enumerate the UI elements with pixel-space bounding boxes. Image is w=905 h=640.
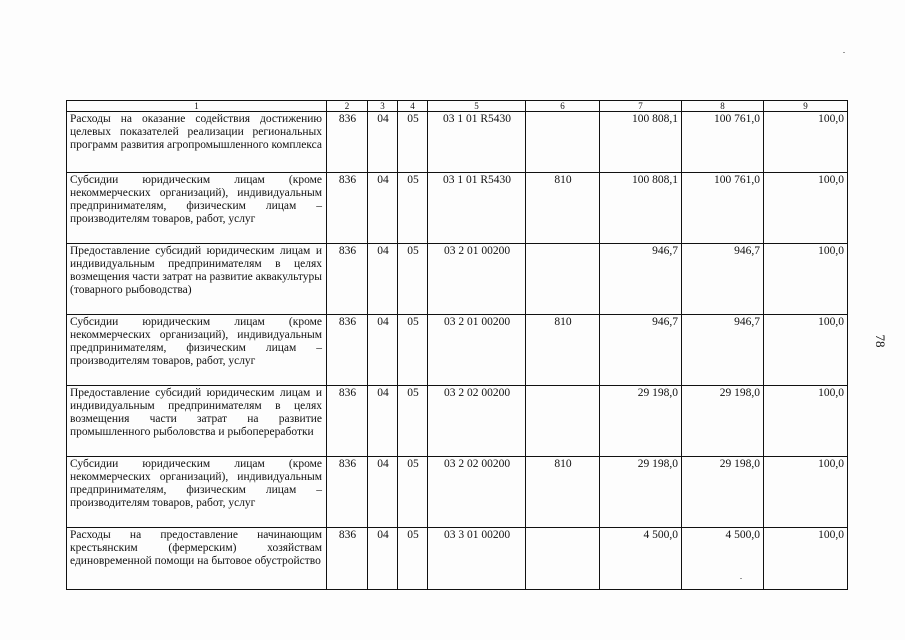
row-fact: 100 761,0 bbox=[682, 173, 764, 244]
row-section: 04 bbox=[368, 112, 398, 173]
row-subsection: 05 bbox=[398, 528, 428, 590]
row-subsection: 05 bbox=[398, 244, 428, 315]
table-row bbox=[67, 528, 848, 590]
row-name: Субсидии юридическим лицам (кроме некоммерческих организаций), индивидуальным предпринимателям, физическим лицам – производителям товаров, работ, услуг bbox=[67, 457, 327, 528]
header-col-4: 4 bbox=[398, 101, 428, 112]
budget-table bbox=[66, 100, 848, 590]
row-name: Предоставление субсидий юридическим лицам и индивидуальным предпринимателям в целях возмещения части затрат на развитие аквакультуры (товарного рыбоводства) bbox=[67, 244, 327, 315]
row-section: 04 bbox=[368, 457, 398, 528]
row-section: 04 bbox=[368, 173, 398, 244]
row-code: 836 bbox=[327, 457, 368, 528]
row-target: 03 2 02 00200 bbox=[428, 457, 526, 528]
row-plan: 4 500,0 bbox=[600, 528, 682, 590]
row-section: 04 bbox=[368, 315, 398, 386]
row-percent: 100,0 bbox=[764, 315, 848, 386]
header-col-5: 5 bbox=[428, 101, 526, 112]
row-subsection: 05 bbox=[398, 315, 428, 386]
table-row bbox=[67, 315, 848, 386]
row-subsection: 05 bbox=[398, 173, 428, 244]
header-col-7: 7 bbox=[600, 101, 682, 112]
row-name: Расходы на предоставление начинающим крестьянским (фермерским) хозяйствам единовременной помощи на бытовое обустройство bbox=[67, 528, 327, 590]
row-code: 836 bbox=[327, 112, 368, 173]
table-row bbox=[67, 457, 848, 528]
row-expense-type bbox=[526, 112, 600, 173]
row-percent: 100,0 bbox=[764, 457, 848, 528]
row-percent: 100,0 bbox=[764, 528, 848, 590]
row-target: 03 2 02 00200 bbox=[428, 386, 526, 457]
row-code: 836 bbox=[327, 244, 368, 315]
table-row bbox=[67, 173, 848, 244]
row-subsection: 05 bbox=[398, 457, 428, 528]
row-plan: 100 808,1 bbox=[600, 173, 682, 244]
row-target: 03 2 01 00200 bbox=[428, 315, 526, 386]
row-code: 836 bbox=[327, 386, 368, 457]
table-header-row bbox=[67, 101, 848, 112]
row-name: Субсидии юридическим лицам (кроме некоммерческих организаций), индивидуальным предпринимателям, физическим лицам – производителям товаров, работ, услуг bbox=[67, 173, 327, 244]
row-expense-type bbox=[526, 528, 600, 590]
row-plan: 29 198,0 bbox=[600, 457, 682, 528]
page-number: 78 bbox=[873, 334, 888, 348]
scan-speck bbox=[843, 52, 845, 53]
row-fact: 100 761,0 bbox=[682, 112, 764, 173]
row-section: 04 bbox=[368, 528, 398, 590]
row-target: 03 3 01 00200 bbox=[428, 528, 526, 590]
row-subsection: 05 bbox=[398, 386, 428, 457]
row-fact: 946,7 bbox=[682, 315, 764, 386]
table-row bbox=[67, 112, 848, 173]
row-plan: 29 198,0 bbox=[600, 386, 682, 457]
row-code: 836 bbox=[327, 315, 368, 386]
row-code: 836 bbox=[327, 528, 368, 590]
row-section: 04 bbox=[368, 386, 398, 457]
header-col-6: 6 bbox=[526, 101, 600, 112]
row-plan: 946,7 bbox=[600, 244, 682, 315]
row-percent: 100,0 bbox=[764, 112, 848, 173]
row-subsection: 05 bbox=[398, 112, 428, 173]
row-fact: 29 198,0 bbox=[682, 386, 764, 457]
header-col-8: 8 bbox=[682, 101, 764, 112]
header-col-1: 1 bbox=[67, 101, 327, 112]
row-expense-type: 810 bbox=[526, 315, 600, 386]
table-row bbox=[67, 386, 848, 457]
row-percent: 100,0 bbox=[764, 386, 848, 457]
scan-speck bbox=[740, 578, 742, 579]
row-plan: 946,7 bbox=[600, 315, 682, 386]
row-target: 03 2 01 00200 bbox=[428, 244, 526, 315]
row-name: Субсидии юридическим лицам (кроме некоммерческих организаций), индивидуальным предпринимателям, физическим лицам – производителям товаров, работ, услуг bbox=[67, 315, 327, 386]
row-percent: 100,0 bbox=[764, 244, 848, 315]
row-name: Расходы на оказание содействия достижению целевых показателей реализации региональных программ развития агропромышленного комплекса bbox=[67, 112, 327, 173]
row-expense-type: 810 bbox=[526, 457, 600, 528]
row-name: Предоставление субсидий юридическим лицам и индивидуальным предпринимателям в целях возмещения части затрат на развитие промышленного рыболовства и рыбопереработки bbox=[67, 386, 327, 457]
row-target: 03 1 01 R5430 bbox=[428, 173, 526, 244]
row-percent: 100,0 bbox=[764, 173, 848, 244]
row-expense-type bbox=[526, 386, 600, 457]
row-fact: 29 198,0 bbox=[682, 457, 764, 528]
header-col-2: 2 bbox=[327, 101, 368, 112]
header-col-3: 3 bbox=[368, 101, 398, 112]
row-fact: 946,7 bbox=[682, 244, 764, 315]
header-col-9: 9 bbox=[764, 101, 848, 112]
row-target: 03 1 01 R5430 bbox=[428, 112, 526, 173]
row-fact: 4 500,0 bbox=[682, 528, 764, 590]
row-plan: 100 808,1 bbox=[600, 112, 682, 173]
row-section: 04 bbox=[368, 244, 398, 315]
row-expense-type: 810 bbox=[526, 173, 600, 244]
row-expense-type bbox=[526, 244, 600, 315]
table-row bbox=[67, 244, 848, 315]
row-code: 836 bbox=[327, 173, 368, 244]
